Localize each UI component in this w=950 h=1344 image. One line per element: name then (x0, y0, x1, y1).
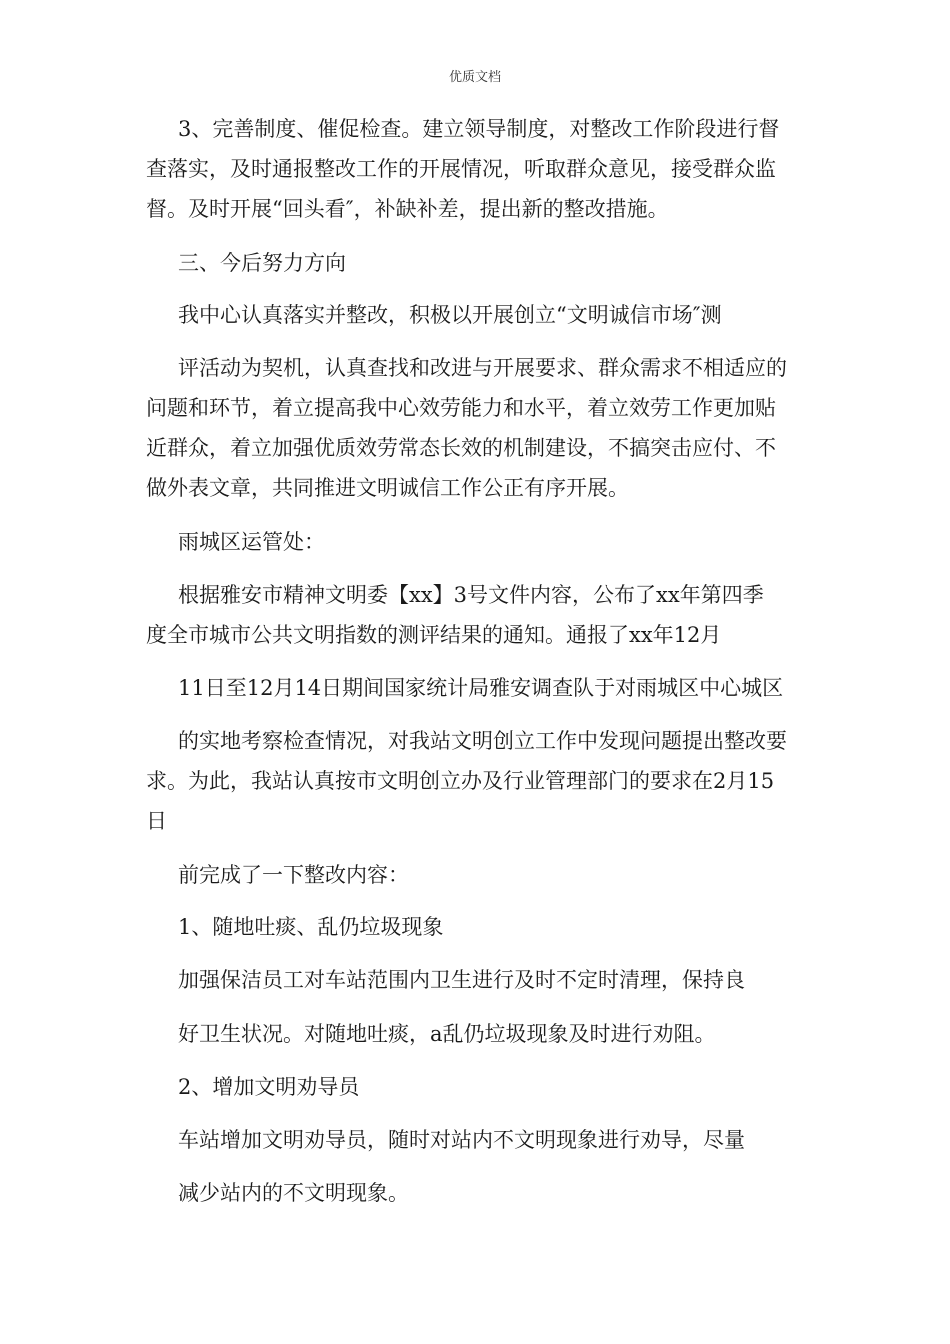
text-line: 日 (146, 809, 167, 833)
text-line: 3、完善制度、催促检查。建立领导制度，对整改工作阶段进行督 (178, 117, 780, 141)
list-heading: 1、随地吐痰、乱仍垃圾现象 (178, 915, 444, 939)
text-line: 做外表文章，共同推进文明诚信工作公正有序开展。 (146, 476, 629, 500)
text-line: 问题和环节，着立提高我中心效劳能力和水平，着立效劳工作更加贴 (146, 396, 776, 420)
text-line: 加强保洁员工对车站范围内卫生进行及时不定时清理，保持良 (178, 968, 745, 992)
text-line: 根据雅安市精神文明委【xx】3号文件内容，公布了xx年第四季 (178, 583, 764, 607)
text-line: 车站增加文明劝导员，随时对站内不文明现象进行劝导，尽量 (178, 1128, 745, 1152)
text-line: 评活动为契机，认真查找和改进与开展要求、群众需求不相适应的 (178, 356, 787, 380)
text-line: 求。为此，我站认真按市文明创立办及行业管理部门的要求在2月15 (146, 769, 775, 793)
text-line: 度全市城市公共文明指数的测评结果的通知。通报了xx年12月 (146, 623, 722, 647)
list-heading: 2、增加文明劝导员 (178, 1075, 360, 1099)
text-line: 前完成了一下整改内容： (178, 863, 409, 887)
text-line: 的实地考察检查情况，对我站文明创立工作中发现问题提出整改要 (178, 729, 787, 753)
text-line: 减少站内的不文明现象。 (178, 1181, 409, 1205)
text-line: 查落实，及时通报整改工作的开展情况，听取群众意见，接受群众监 (146, 157, 776, 181)
text-line: 好卫生状况。对随地吐痰，a乱仍垃圾现象及时进行劝阻。 (178, 1022, 716, 1046)
text-line: 近群众，着立加强优质效劳常态长效的机制建设，不搞突击应付、不 (146, 436, 776, 460)
text-line: 我中心认真落实并整改，积极以开展创立“文明诚信市场″测 (178, 303, 722, 327)
section-heading: 三、今后努力方向 (178, 251, 346, 275)
page-header: 优质文档 (448, 70, 501, 85)
text-line: 督。及时开展“回头看″，补缺补差，提出新的整改措施。 (146, 197, 669, 221)
text-line: 雨城区运管处： (178, 530, 325, 554)
text-line: 11日至12月14日期间国家统计局雅安调查队于对雨城区中心城区 (178, 676, 784, 700)
